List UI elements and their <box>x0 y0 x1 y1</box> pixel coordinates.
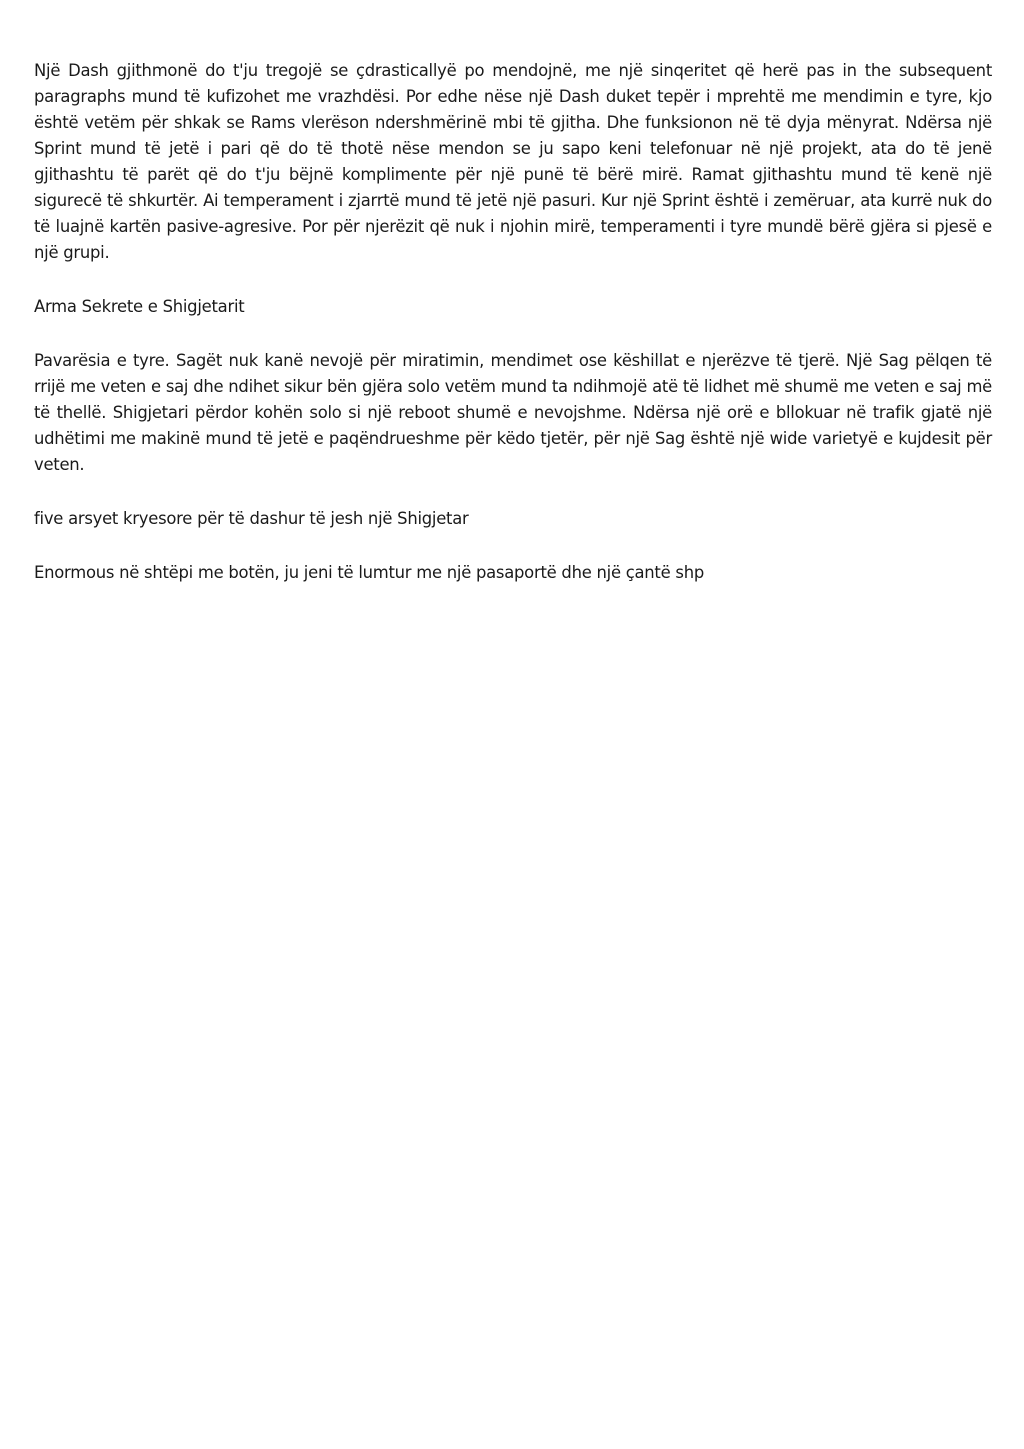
paragraph-dash-sprint: Një Dash gjithmonë do t'ju tregojë se çdrasticallyë po mendojnë, me një sinqeritet që herë pas in the subsequent paragraphs mund të kufizohet me vrazhdësi. Por edhe nëse një Dash duket tepër i mprehtë me mendimin e tyre, kjo është vetëm për shkak se Rams vlerëson ndershmërinë mbi të gjitha. Dhe funksionon në të dyja mënyrat. Ndërsa një Sprint mund të jetë i pari që do të thotë nëse mendon se ju sapo keni telefonuar në një projekt, ata do të jenë gjithashtu të parët që do t'ju bëjnë komplimente për një punë të bërë mirë. Ramat gjithashtu mund të kenë një sigurесë të shkurtër. Ai temperament i zjarrtë mund të jetë një pasuri. Kur një Sprint është i zemëruar, ata kurrë nuk do të luajnë kartën pasive-agresive. Por për njerëzit që nuk i njohin mirë, temperamenti i tyre mundë bërë gjëra si pjesë e një grupi. <box>34 61 992 262</box>
heading-five-reasons: five arsyet kryesore për të dashur të jesh një Shigjetar <box>34 509 469 528</box>
paragraph-independence: Pavarësia e tyre. Sagët nuk kanë nevojë për miratimin, mendimet ose këshillat e njerëzve të tjerë. Një Sag pëlqen të rrijë me veten e saj dhe ndihet sikur bën gjëra solo vetëm mund ta ndihmojë atë të lidhet më shumë me veten e saj më të thellë. Shigjetari përdor kohën solo si një reboot shumë e nevojshme. Ndërsa një orë e bllokuar në trafik gjatë një udhëtimi me makinë mund të jetë e paqëndrueshme për këdo tjetër, për një Sag është një wide varietyë e kujdesit për veten. <box>34 351 992 474</box>
document-body <box>34 58 992 586</box>
paragraph-enormous: Enormous në shtëpi me botën, ju jeni të lumtur me një pasaportë dhe një çantë shp <box>34 563 704 582</box>
heading-secret-weapon: Arma Sekrete e Shigjetarit <box>34 297 245 316</box>
